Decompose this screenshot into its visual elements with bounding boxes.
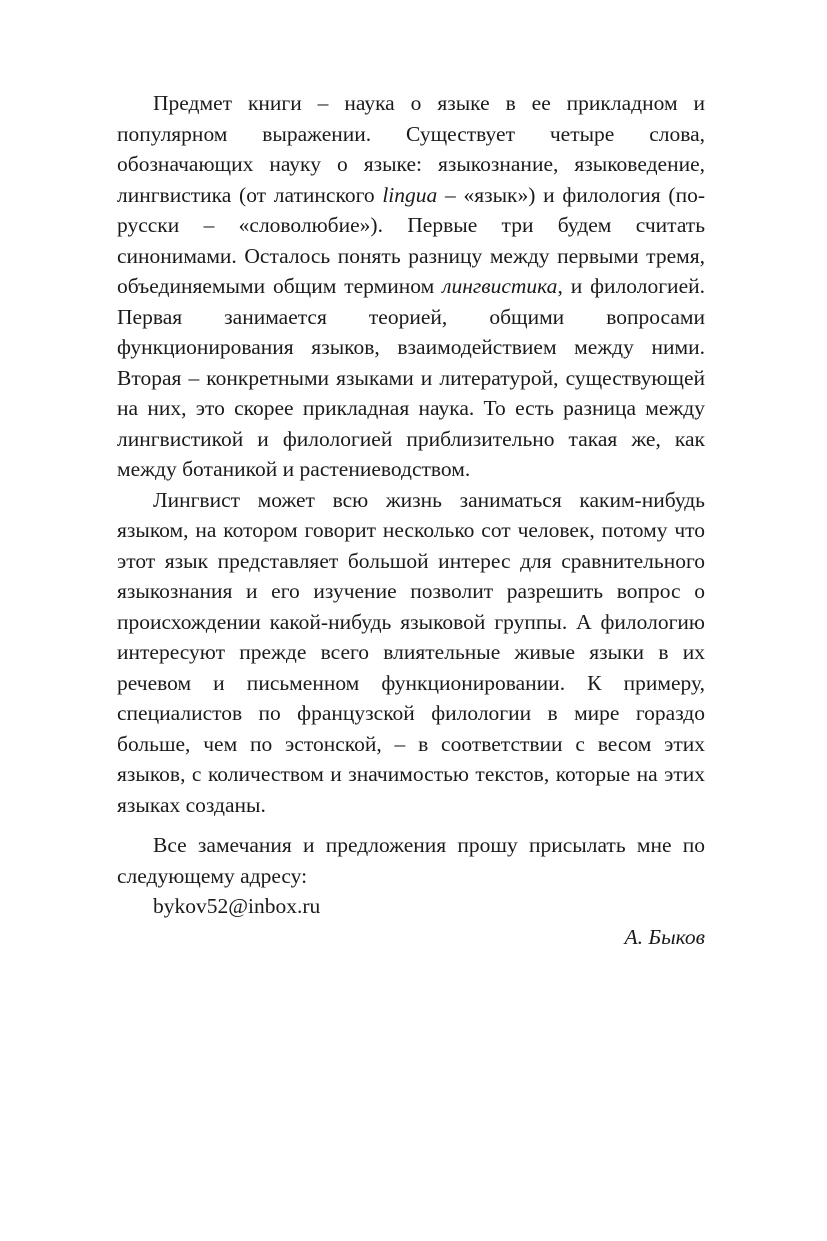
para1-term-lingua: lingua	[382, 182, 438, 207]
para1-text-3: , и филологией. Первая занимается теорией, общими вопросами функционирования языков, взаимодействием между ними. Вторая – конкретными языками и литературой, существующей на них, это скорее прикладная наука. То есть разница между лингвистикой и филологией приблизительно такая же, как между ботаникой и растениеводством.	[117, 274, 705, 481]
para1-text-1: Предмет книги – наука о языке в ее прикладном и популярном выражении. Существует четыре слова, обозначающих науку о языке: языкознание, языковедение, лингвистика (от латинского	[117, 91, 705, 207]
email-address: bykov52@inbox.ru	[153, 894, 321, 918]
book-page	[117, 88, 705, 952]
para2-text: Лингвист может всю жизнь заниматься каким-нибудь языком, на котором говорит несколько сот человек, потому что этот язык представляет большой интерес для сравнительного языкознания и его изучение позволит разрешить вопрос о происхождении какой-нибудь языковой группы. А филологию интересуют прежде всего влиятельные живые языки в их речевом и письменном функционировании. К примеру, специалистов по французской филологии в мире гораздо больше, чем по эстонской, – в соответствии с весом этих языков, с количеством и значимостью текстов, которые на этих языках созданы.	[117, 487, 705, 817]
para1-term-lingvistika: лингвистика	[442, 274, 558, 298]
author-signature: А. Быков	[624, 924, 705, 949]
contact-email	[117, 891, 705, 922]
para1-text-2: – «язык») и филология (по-русски – «словолюбие»). Первые три будем считать синонимами. Осталось понять разницу между первыми тремя, объединяемыми общим термином	[117, 182, 705, 298]
contact-request: Все замечания и предложения прошу присылать мне по следующему адресу:	[117, 833, 705, 888]
paragraph-subject	[117, 88, 705, 485]
paragraph-linguist	[117, 485, 705, 821]
